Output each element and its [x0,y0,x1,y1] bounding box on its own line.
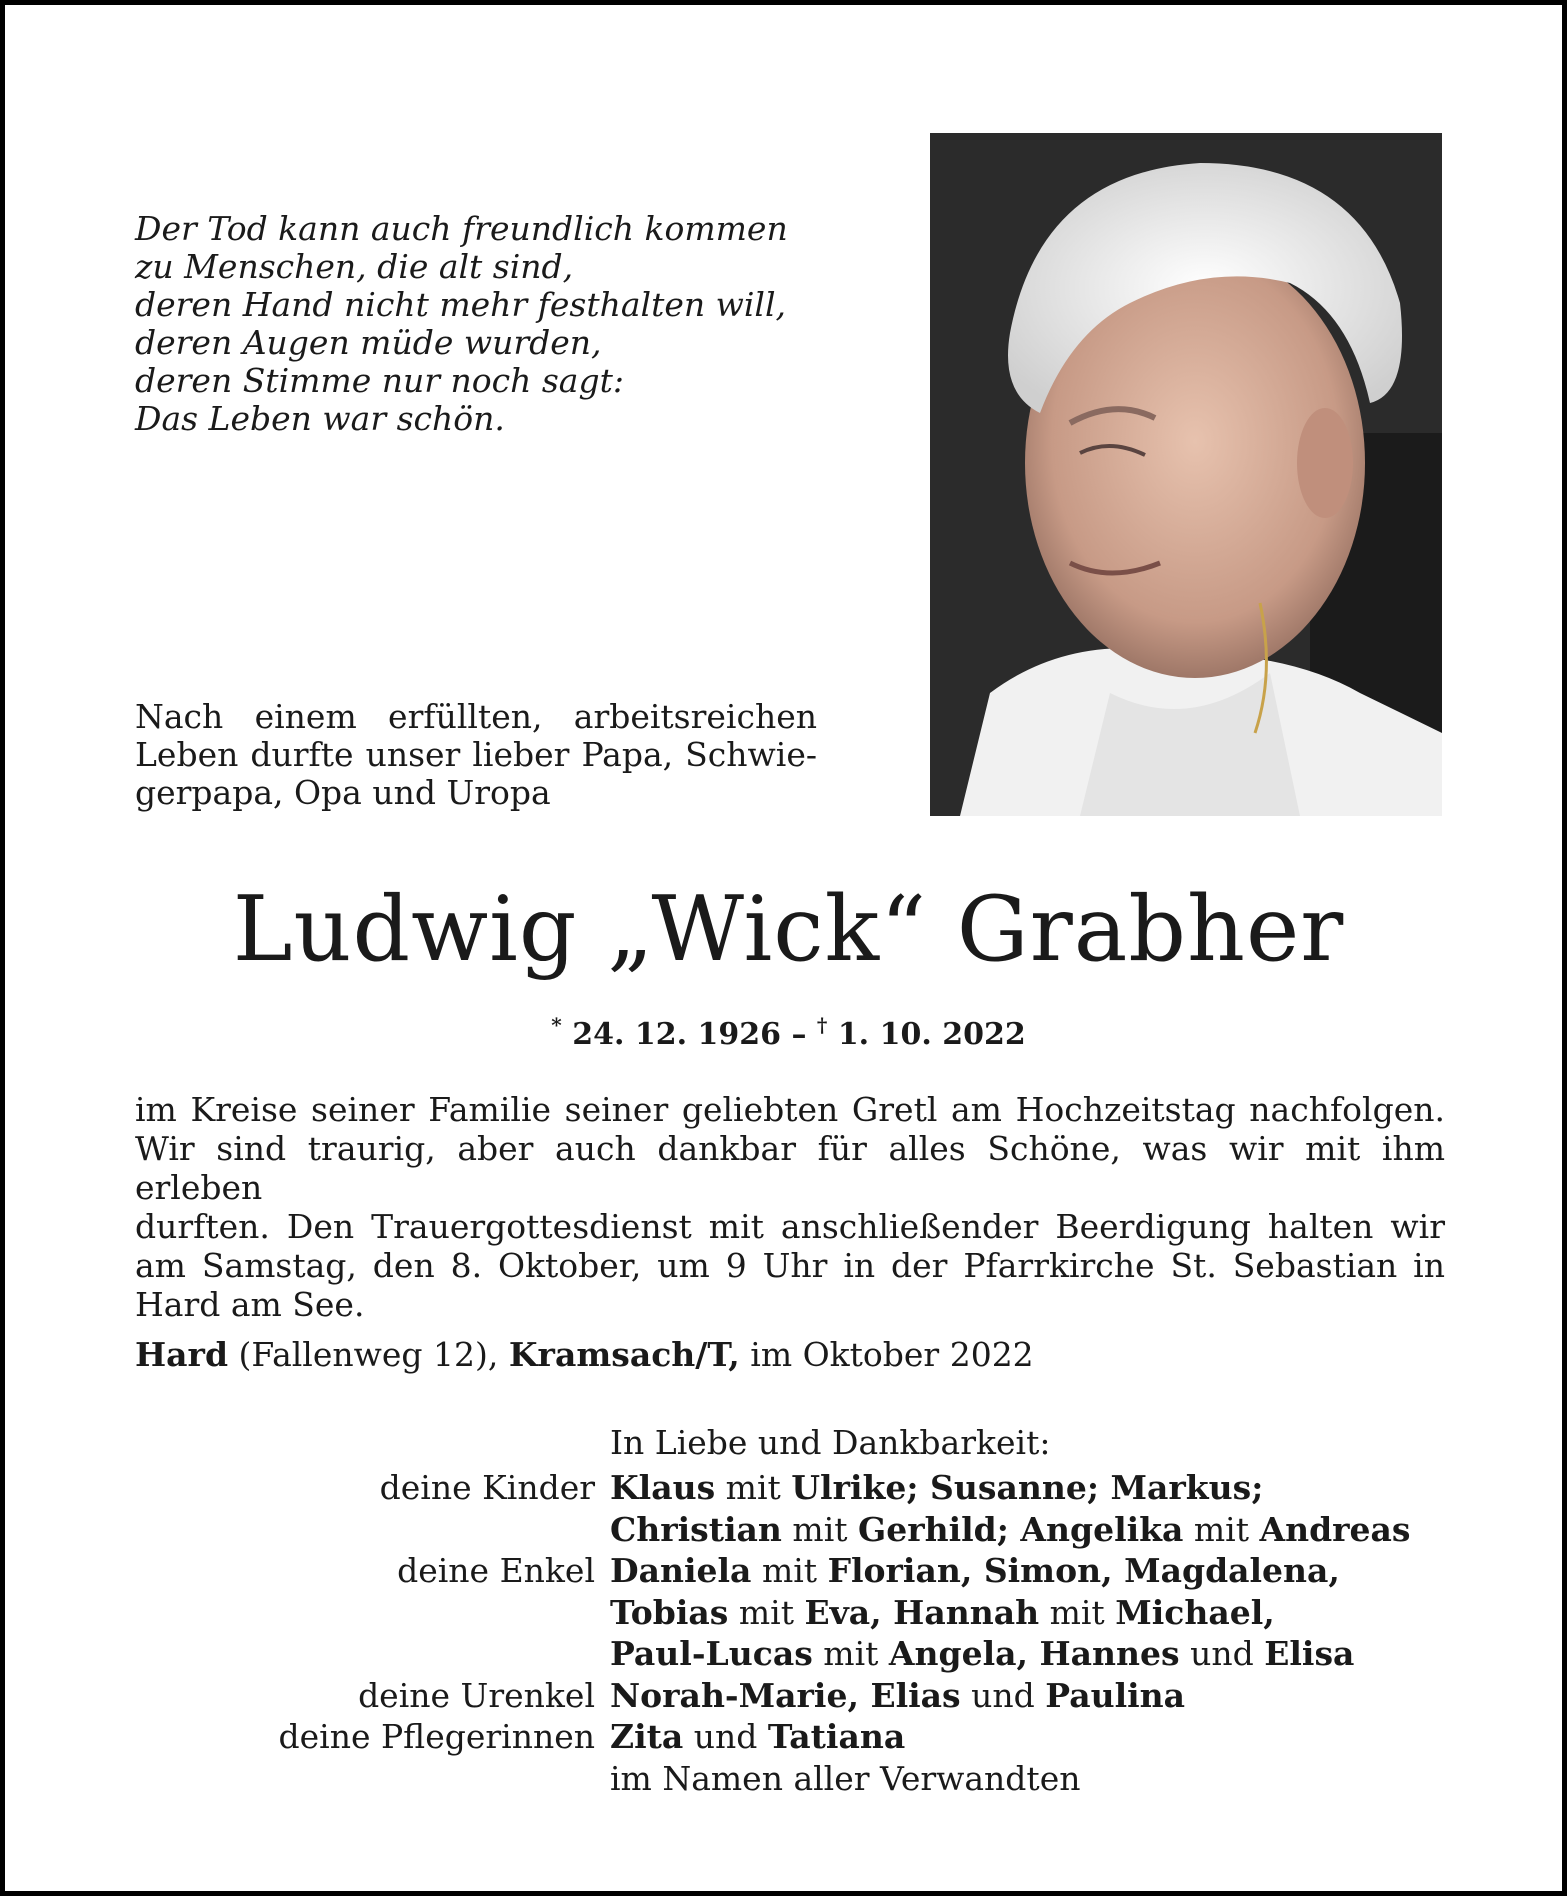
death-date: 1. 10. 2022 [837,1017,1026,1052]
intro-line: Leben durfte unser lieber Papa, Schwie- [135,735,817,774]
place-town: Kramsach/T, [508,1335,740,1374]
family-row [135,1675,1455,1717]
birth-symbol: * [551,1013,562,1037]
family-name: Ulrike; Susanne; Markus; [791,1468,1264,1507]
family-name: Klaus [610,1468,716,1507]
intro-line: Nach einem erfüllten, arbeitsreichen [135,697,817,736]
poem-line: Das Leben war schön. [135,399,505,438]
family-row [135,1758,1455,1800]
family-connector: mit [738,1592,794,1632]
family-name: Florian, Simon, Magdalena, [827,1551,1340,1590]
family-row [135,1592,1455,1634]
poem-line: deren Stimme nur noch sagt: [135,361,624,400]
family-name: Andreas [1259,1509,1411,1549]
family-connector: mit [792,1509,848,1549]
birth-date: 24. 12. 1926 [572,1017,781,1052]
portrait-photo [930,133,1442,816]
poem-line: Der Tod kann auch freundlich kommen [135,209,788,248]
intro-line: gerpapa, Opa und Uropa [135,773,551,812]
family-name: Gerhild; Angelika [858,1509,1184,1549]
family-row [135,1550,1455,1592]
family-names [610,1550,1455,1592]
family-connector: mit [725,1468,781,1507]
family-role: deine Pflegerinnen [278,1717,595,1756]
deceased-name: Ludwig „Wick“ Grabher [232,877,1345,982]
family-name: Eva, Hannah [804,1592,1040,1632]
family-name: Michael, [1115,1592,1275,1632]
family-name: Paulina [1045,1675,1186,1715]
family-names [610,1716,1455,1758]
place-date: im Oktober 2022 [750,1335,1034,1374]
place-address: (Fallenweg 12), [238,1335,499,1374]
family-name: Tatiana [767,1717,906,1756]
family-name: Norah-Marie, Elias [610,1675,961,1715]
body-text [135,1090,1445,1324]
place-date-line [135,1335,1445,1374]
family-row [135,1633,1455,1675]
family-names [610,1675,1455,1717]
death-symbol: † [816,1013,828,1037]
family-names [610,1592,1455,1634]
family-name: Paul-Lucas [610,1634,813,1673]
body-line: Wir sind traurig, aber auch dankbar für alles Schöne, was wir mit ihm erleben [135,1129,1445,1207]
intro-text [135,698,817,812]
family-role: deine Kinder [379,1468,595,1507]
family-name: Zita [610,1717,684,1756]
family-name: Tobias [610,1592,729,1632]
body-line: Hard am See. [135,1285,365,1324]
family-connector: mit [823,1634,879,1673]
body-line: im Kreise seiner Familie seiner geliebten Gretl am Hochzeitstag nachfolgen. [135,1090,1445,1129]
family-connector: mit [1193,1509,1249,1549]
family-role: deine Urenkel [358,1675,595,1715]
family-role: deine Enkel [397,1551,595,1590]
family-connector: mit [761,1551,818,1590]
family-connector: und [971,1675,1035,1715]
family-row [135,1509,1455,1551]
family-connector: und [1190,1634,1254,1673]
family-closing: im Namen aller Verwandten [610,1758,1081,1798]
family-connector: und [693,1717,758,1756]
poem [135,209,788,438]
family-names [610,1633,1455,1675]
family-name: Elisa [1264,1634,1355,1673]
family-name: Angela, Hannes [888,1634,1180,1673]
body-line: durften. Den Trauergottesdienst mit anschließender Beerdigung halten wir [135,1207,1445,1246]
place-town: Hard [135,1335,229,1374]
poem-line: zu Menschen, die alt sind, [135,247,574,286]
date-separator: – [791,1017,807,1052]
life-dates [5,1005,1567,1055]
portrait-photo-icon [930,133,1442,816]
family-row [135,1467,1455,1509]
thanks-heading: In Liebe und Dankbarkeit: [610,1423,1051,1462]
family-names [610,1467,1455,1509]
family-list [135,1467,1455,1799]
family-name: Daniela [610,1551,752,1590]
poem-line: deren Augen müde wurden, [135,323,602,362]
family-connector: mit [1049,1592,1105,1632]
family-name: Christian [610,1509,782,1549]
family-row [135,1716,1455,1758]
family-names [610,1509,1455,1551]
poem-line: deren Hand nicht mehr festhalten will, [135,285,787,324]
body-line: am Samstag, den 8. Oktober, um 9 Uhr in der Pfarrkirche St. Sebastian in [135,1246,1445,1285]
